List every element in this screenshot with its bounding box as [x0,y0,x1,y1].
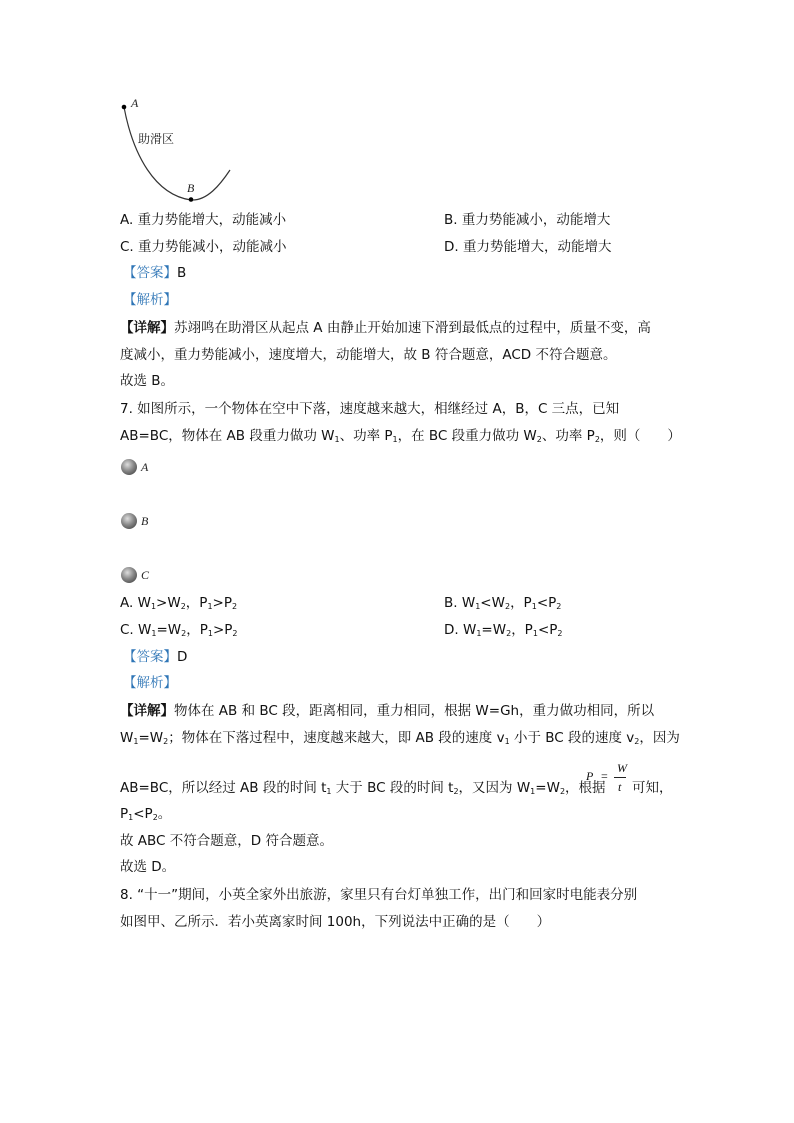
answer-tag: 【答案】 [123,265,177,281]
subscript: 1 [530,787,536,796]
subscript: 1 [128,813,134,822]
subscript: 1 [531,602,537,611]
label-a: A [131,96,139,110]
subscript: 1 [475,602,481,611]
text-segment: <P [133,806,153,822]
q8-stem-line1: 8. “十一”期间，小英全家外出旅游，家里只有台灯单独工作，出门和回家时电能表分别 [120,887,638,903]
point-a [122,105,127,110]
subscript: 2 [559,787,566,796]
subscript: 2 [232,629,238,638]
text-segment: 物体在 AB 和 BC 段，距离相同，重力相同，根据 W=Gh，重力做功相同，所以 [174,703,655,719]
q7-answer [123,648,187,666]
subscript: 2 [506,629,512,638]
detail-text [174,703,654,719]
text-segment: <P [537,622,558,638]
text-segment: 。 [157,806,172,822]
text-segment: 大于 BC 段的时间 t [331,780,454,796]
q8-stem-line2: 如图甲、乙所示．若小英离家时间 100h，下列说法中正确的是（ ） [120,914,551,930]
ball-label-c: C [141,568,150,582]
text-segment: =W [138,730,164,746]
power-formula [580,761,630,801]
q7-line5: 故 ABC 不符合题意，D 符合题意。 [120,833,333,849]
subscript: 1 [326,787,332,796]
subscript: 1 [504,737,510,746]
subscript: 1 [151,629,157,638]
zone-label: 助滑区 [138,132,175,146]
subscript: 2 [152,813,158,822]
text-segment: AB=BC，物体在 AB 段重力做功 W [120,428,335,444]
text-segment: ，P [185,595,208,611]
subscript: 1 [476,629,482,638]
subscript: 2 [634,737,640,746]
q7-option-d [444,621,562,643]
subscript: 2 [594,435,600,444]
text-segment: 、功率 P [339,428,393,444]
text-segment: AB=BC，所以经过 AB 段的时间 t [120,780,327,796]
answer-tag: 【答案】 [123,649,177,665]
q7-analysis-tag: 【解析】 [123,675,177,691]
text-segment: >P [212,595,232,611]
text-segment: 小于 BC 段的速度 v [509,730,635,746]
text-segment: ，因为 [639,730,680,746]
text-segment: =W [481,622,507,638]
q7-detail-line1 [120,702,654,720]
fraction-bar [614,777,626,778]
subscript: 1 [207,602,213,611]
formula-eq: = [601,769,608,783]
detail-tag: 【详解】 [120,320,174,336]
ball-b [121,513,137,529]
subscript: 2 [180,602,186,611]
text-segment: C. W [120,622,152,638]
answer-value: D [177,649,188,665]
text-segment: =W [535,780,560,796]
subscript: 2 [536,435,542,444]
slope-curve [124,107,230,200]
text-segment: <P [536,595,557,611]
text-segment: D. W [444,622,477,638]
q7-option-b [444,594,561,616]
q7-stem-line2 [120,427,681,449]
formula-denominator: t [618,780,622,794]
text-segment: W [120,730,134,746]
q7-detail-line3-end: 可知， [632,780,673,796]
q6-detail-line1 [120,319,651,337]
q6-option-d: D. 重力势能增大，动能增大 [444,239,612,255]
q6-analysis-tag: 【解析】 [123,292,177,308]
formula-numerator: W [617,761,627,775]
subscript: 1 [532,629,538,638]
q6-option-c: C. 重力势能减小，动能减小 [120,239,287,255]
subscript: 1 [392,435,398,444]
answer-value: B [177,265,187,281]
formula-lhs: P [586,769,594,783]
subscript: 2 [163,737,169,746]
text-segment: B. W [444,595,476,611]
subscript: 1 [334,435,340,444]
detail-text: 苏翊鸣在助滑区从起点 A 由静止开始加速下滑到最低点的过程中，质量不变，高 [174,320,651,336]
q7-conclusion: 故选 D。 [120,859,176,875]
subscript: 1 [207,629,213,638]
text-segment: ，则（ ） [599,428,681,444]
detail-tag: 【详解】 [120,703,174,719]
q6-option-b: B. 重力势能减小，动能增大 [444,212,611,228]
q6-answer [123,264,186,282]
q6-conclusion: 故选 B。 [120,373,175,389]
subscript: 1 [133,737,139,746]
point-b [189,197,194,202]
text-segment: ，又因为 W [458,780,531,796]
text-segment: <W [480,595,505,611]
subscript: 1 [150,602,157,611]
ski-slope-figure [115,95,240,210]
text-segment: ；物体在下落过程中，速度越来越大，即 AB 段的速度 v [168,730,505,746]
text-segment: 、功率 P [541,428,595,444]
text-segment: ，P [186,622,208,638]
q6-detail-line2: 度减小，重力势能减小，速度增大，动能增大，故 B 符合题意，ACD 不符合题意。 [120,347,617,363]
q7-detail-line2 [120,729,680,751]
text-segment: ，在 BC 段重力做功 W [397,428,537,444]
subscript: 2 [181,629,187,638]
text-segment: >P [212,622,233,638]
text-segment: ，P [511,622,533,638]
text-segment: =W [156,622,182,638]
text-segment: >W [156,595,181,611]
text-segment: A. W [120,595,151,611]
q6-option-a: A. 重力势能增大，动能减小 [120,212,287,228]
text-segment: ，P [510,595,532,611]
label-b: B [187,181,195,195]
ball-label-a: A [141,460,149,474]
q7-option-c [120,621,238,643]
subscript: 2 [557,629,563,638]
text-segment: ，根据 [565,780,606,796]
ball-label-b: B [141,514,149,528]
q7-detail-line4 [120,805,171,827]
ball-a [121,459,137,475]
subscript: 2 [504,602,511,611]
subscript: 2 [232,602,238,611]
q7-stem-line1: 7. 如图所示，一个物体在空中下落，速度越来越大，相继经过 A，B，C 三点，已知 [120,401,620,417]
q7-option-a [120,594,237,616]
text-segment: P [120,806,129,822]
ball-c [121,567,137,583]
q7-detail-line3 [120,779,606,801]
subscript: 2 [453,787,459,796]
subscript: 2 [556,602,562,611]
